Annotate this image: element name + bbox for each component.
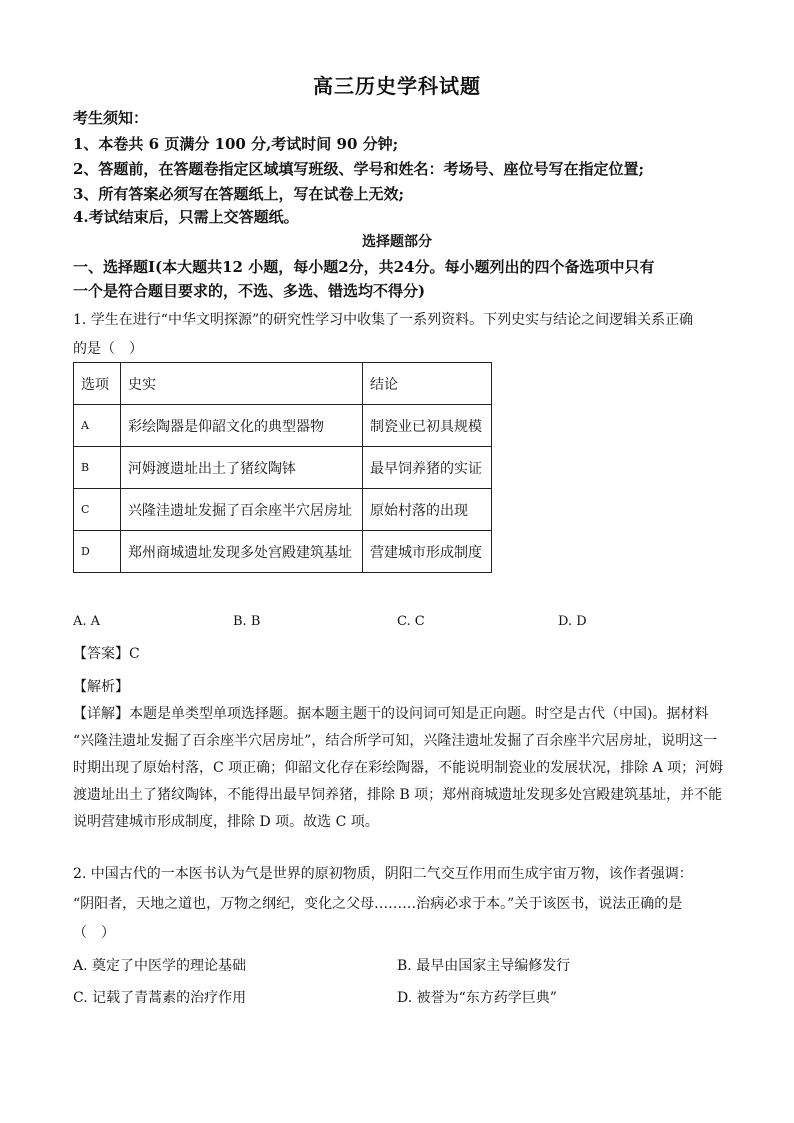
q2-option-c: C. 记载了青蒿素的治疗作用 (73, 990, 247, 1006)
q1-stem-line2: 的是（ ） (73, 341, 143, 357)
notice-heading: 考生须知： (73, 109, 149, 127)
table-row (74, 447, 492, 489)
table-cell: 最早饲养猪的实证 (363, 447, 492, 489)
q1-option-c: C. C (397, 614, 425, 629)
table-row (74, 489, 492, 531)
table-cell: 原始村落的出现 (363, 489, 492, 531)
table-cell: C (74, 489, 121, 531)
notice-item-4: 4.考试结束后，只需上交答题纸。 (73, 208, 299, 226)
q1-detail-line: “兴隆洼遗址发掘了百余座半穴居房址”，结合所学可知，兴隆洼遗址发掘了百余座半穴居房址，说明这一 (73, 733, 718, 749)
q2-option-d: D. 被誉为“东方药学巨典” (397, 990, 557, 1006)
q1-option-b: B. B (233, 614, 261, 629)
table-header-cell: 结论 (363, 363, 492, 405)
notice-item-2: 2、答题前，在答题卷指定区域填写班级、学号和姓名：考场号、座位号写在指定位置; (73, 160, 644, 178)
q1-detail-line: 说明营建城市形成制度，排除 D 项。故选 C 项。 (73, 814, 379, 830)
table-row (74, 405, 492, 447)
q1-option-a: A. A (73, 614, 101, 629)
table-cell: 制瓷业已初具规模 (363, 405, 492, 447)
q1-analysis-label: 【解析】 (73, 679, 129, 695)
table-cell: 郑州商城遗址发现多处宫殿建筑基址 (121, 531, 363, 573)
table-header-row (74, 363, 492, 405)
q2-stem-line1: 2. 中国古代的一本医书认为气是世界的原初物质，阴阳二气交互作用而生成宇宙万物，该作者强调： (73, 866, 693, 882)
table-cell: 彩绘陶器是仰韶文化的典型器物 (121, 405, 363, 447)
q2-option-a: A. 奠定了中医学的理论基础 (73, 958, 247, 974)
table-cell: 营建城市形成制度 (363, 531, 492, 573)
q1-option-d: D. D (558, 614, 587, 629)
part1-instruction-line1: 一、选择题Ⅰ(本大题共12 小题，每小题2分，共24分。每小题列出的四个备选项中只有 (73, 258, 655, 276)
notice-item-3: 3、所有答案必须写在答题纸上，写在试卷上无效; (73, 185, 404, 203)
table-row (74, 531, 492, 573)
q1-stem-line1: 1. 学生在进行“中华文明探源”的研究性学习中收集了一系列资料。下列史实与结论之间逻辑关系正确 (73, 312, 694, 328)
q1-table (73, 362, 492, 573)
q2-stem-line2: “阴阳者，天地之道也，万物之纲纪，变化之父母………治病必求于本。”关于该医书，说法正确的是 (73, 896, 683, 912)
table-header-cell: 选项 (74, 363, 121, 405)
table-cell: B (74, 447, 121, 489)
table-cell: 兴隆洼遗址发掘了百余座半穴居房址 (121, 489, 363, 531)
table-cell: 河姆渡遗址出土了猪纹陶钵 (121, 447, 363, 489)
q1-detail-line: 【详解】本题是单类型单项选择题。据本题主题干的设问词可知是正向题。时空是古代（中国)。据材料 (73, 706, 709, 722)
q1-answer: 【答案】C (73, 646, 140, 662)
q1-detail (73, 701, 723, 836)
table-cell: D (74, 531, 121, 573)
q1-detail-line: 渡遗址出土了猪纹陶钵，不能得出最早饲养猪，排除 B 项；郑州商城遗址发现多处宫殿建筑基址，并不能 (73, 787, 723, 803)
notice-item-1: 1、本卷共 6 页满分 100 分,考试时间 90 分钟; (73, 135, 399, 153)
page-title: 高三历史学科试题 (313, 74, 481, 98)
section-title: 选择题部分 (362, 234, 432, 250)
q1-detail-line: 时期出现了原始村落，C 项正确；仰韶文化存在彩绘陶器，不能说明制瓷业的发展状况，排除 A 项；河姆 (73, 760, 724, 776)
table-header-cell: 史实 (121, 363, 363, 405)
part1-instruction-line2: 一个是符合题目要求的，不选、多选、错选均不得分) (73, 282, 426, 300)
q2-option-b: B. 最早由国家主导编修发行 (397, 958, 571, 974)
q2-stem-line3: （ ） (73, 925, 115, 941)
table-cell: A (74, 405, 121, 447)
